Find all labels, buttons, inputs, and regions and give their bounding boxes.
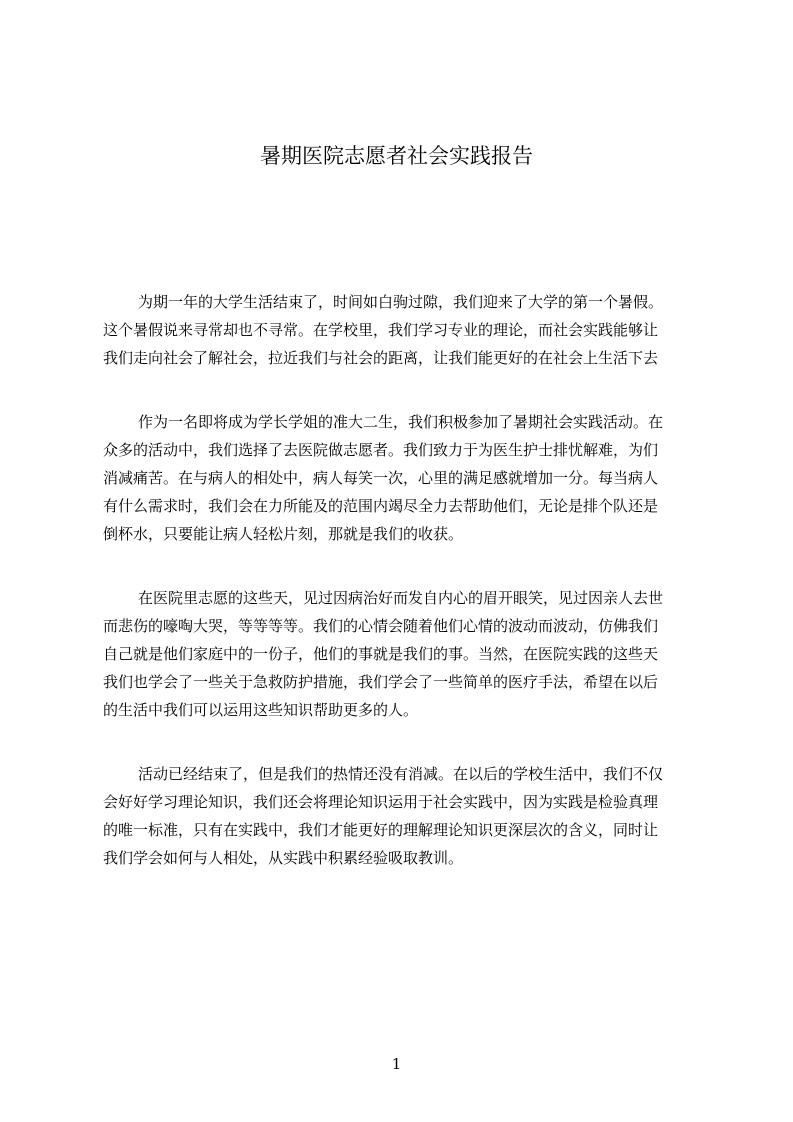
text-line: 会好好学习理论知识，我们还会将理论知识运用于社会实践中，因为实践是检验真理 [103,793,659,811]
text-line: 有什么需求时，我们会在力所能及的范围内竭尽全力去帮助他们，无论是排个队还是 [103,497,659,515]
text-line: 的唯一标准，只有在实践中，我们才能更好的理解理论知识更深层次的含义，同时让 [103,821,659,839]
text-line: 消减痛苦。在与病人的相处中，病人每笑一次，心里的满足感就增加一分。每当病人 [103,469,659,487]
text-line: 活动已经结束了，但是我们的热情还没有消减。在以后的学校生活中，我们不仅 [138,765,664,783]
paragraph-2 [103,408,698,548]
page-title: 暑期医院志愿者社会实践报告 [260,144,533,168]
report-body [103,288,698,908]
paragraph-4 [103,760,698,872]
text-line: 作为一名即将成为学长学姐的准大二生，我们积极参加了暑期社会实践活动。在 [138,413,664,431]
text-line: 我们也学会了一些关于急救防护措施，我们学会了一些简单的医疗手法，希望在以后 [103,673,659,691]
text-line: 我们学会如何与人相处，从实践中积累经验吸取教训。 [103,849,464,867]
text-line: 自己就是他们家庭中的一份子，他们的事就是我们的事。当然，在医院实践的这些天 [103,645,659,663]
page-number: 1 [391,1055,402,1073]
text-line: 为期一年的大学生活结束了，时间如白驹过隙，我们迎来了大学的第一个暑假。 [138,293,664,311]
text-line: 的生活中我们可以运用这些知识帮助更多的人。 [103,701,419,719]
text-line: 这个暑假说来寻常却也不寻常。在学校里，我们学习专业的理论，而社会实践能够让 [103,321,659,339]
text-line: 倒杯水，只要能让病人轻松片刻，那就是我们的收获。 [103,525,464,543]
text-line: 我们走向社会了解社会，拉近我们与社会的距离，让我们能更好的在社会上生活下去 [103,349,659,367]
text-line: 在医院里志愿的这些天，见过因病治好而发自内心的眉开眼笑，见过因亲人去世 [138,589,664,607]
text-line: 众多的活动中，我们选择了去医院做志愿者。我们致力于为医生护士排忧解难，为们 [103,441,659,459]
paragraph-3 [103,584,698,724]
paragraph-1 [103,288,698,372]
text-line: 而悲伤的嚎啕大哭，等等等等。我们的心情会随着他们心情的波动而波动，仿佛我们 [103,617,659,635]
